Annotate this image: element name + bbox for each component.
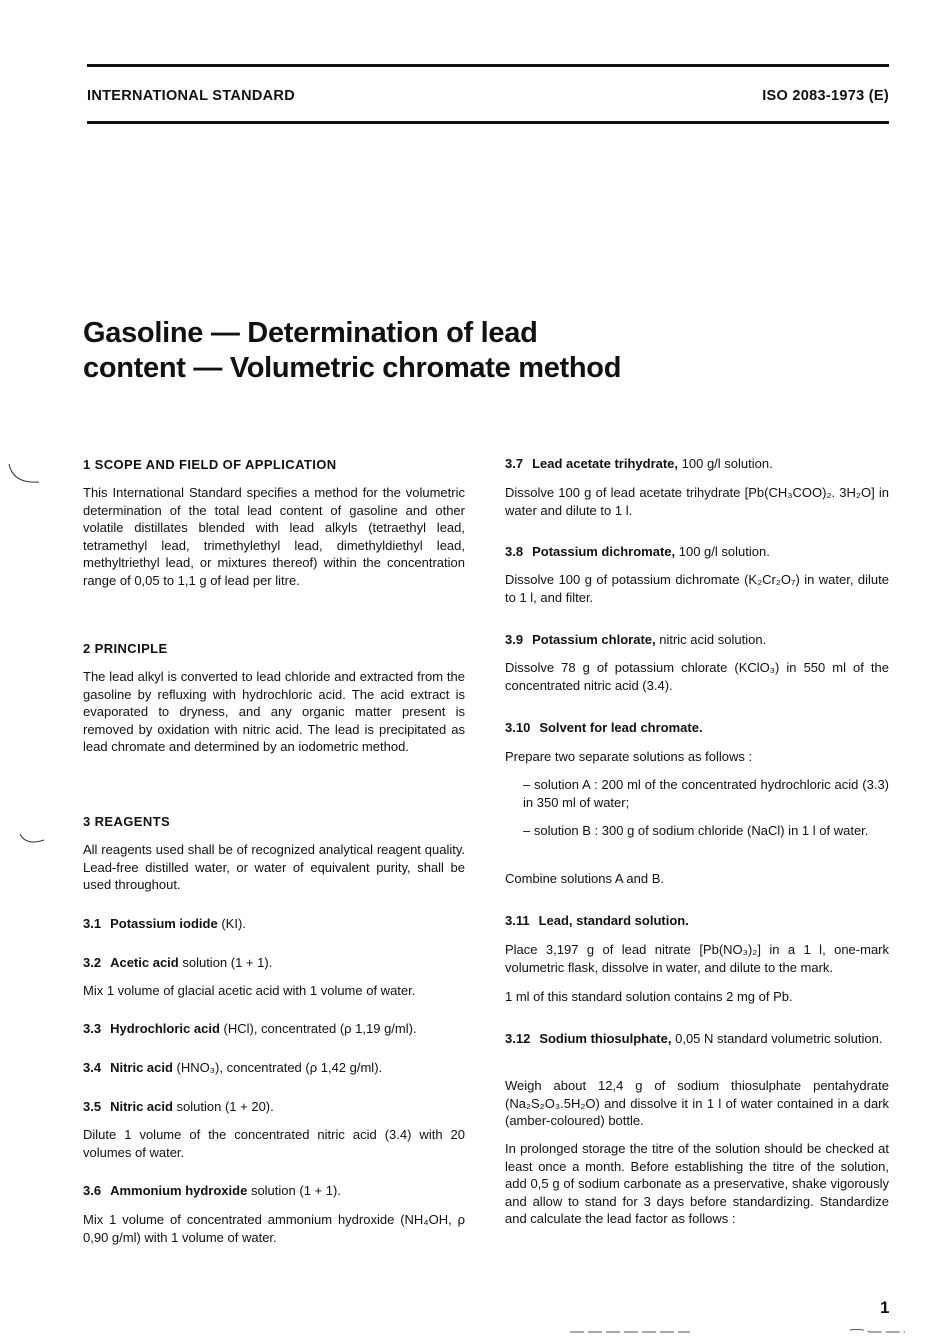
clause-number: 3.9	[505, 632, 524, 647]
clause-term: Acetic acid	[110, 955, 179, 970]
header-right: ISO 2083-1973 (E)	[762, 88, 889, 104]
clause-term: Hydrochloric acid	[110, 1021, 220, 1036]
subheading-3-3	[83, 1020, 465, 1038]
subheading-3-11	[505, 912, 889, 930]
margin-mark	[5, 462, 45, 490]
paragraph: Dissolve 100 g of lead acetate trihydrate [Pb(CH₃COO)₂. 3H₂O] in water and dilute to 1 l.	[505, 485, 889, 518]
clause-term: Nitric acid	[110, 1099, 173, 1114]
paragraph: Dissolve 100 g of potassium dichromate (K₂Cr₂O₇) in water, dilute to 1 l, and filter.	[505, 572, 889, 605]
clause-number: 3.7	[505, 456, 524, 471]
section-heading: 3 REAGENTS	[83, 814, 171, 829]
subheading-3-10	[505, 719, 889, 737]
subheading-3-12	[505, 1030, 889, 1048]
list-item-solution-b: – solution B : 300 g of sodium chloride (NaCl) in 1 l of water.	[523, 823, 869, 838]
header-left: INTERNATIONAL STANDARD	[87, 88, 295, 104]
clause-number: 3.6	[83, 1183, 102, 1198]
clause-rest: solution (1 + 1).	[247, 1183, 341, 1198]
subheading-3-5	[83, 1098, 465, 1116]
list-item-solution-a: – solution A : 200 ml of the concentrated hydrochloric acid (3.3) in 350 ml of water;	[523, 777, 889, 810]
clause-number: 3.10	[505, 720, 531, 735]
clause-rest: (HCl), concentrated (ρ 1,19 g/ml).	[219, 1021, 417, 1036]
clause-number: 3.1	[83, 916, 102, 931]
clause-term: Solvent for lead chromate.	[539, 720, 703, 735]
subheading-3-8	[505, 543, 889, 561]
paragraph: Combine solutions A and B.	[505, 871, 664, 886]
header-rule	[87, 121, 889, 124]
page-number: 1	[880, 1298, 890, 1317]
clause-number: 3.5	[83, 1099, 102, 1114]
clause-number: 3.3	[83, 1021, 102, 1036]
paragraph: Prepare two separate solutions as follows :	[505, 749, 753, 764]
section-heading: 1 SCOPE AND FIELD OF APPLICATION	[83, 457, 337, 472]
clause-number: 3.11	[505, 913, 530, 928]
clause-rest: (KI).	[217, 916, 246, 931]
clause-rest: nitric acid solution.	[655, 632, 767, 647]
clause-rest: solution (1 + 1).	[178, 955, 273, 970]
clause-number: 3.4	[83, 1060, 102, 1075]
clause-rest: (HNO₃), concentrated (ρ 1,42 g/ml).	[172, 1060, 383, 1075]
clause-term: Lead acetate trihydrate,	[532, 456, 679, 471]
clause-rest: 100 g/l solution.	[675, 544, 770, 559]
paragraph: Mix 1 volume of glacial acetic acid with 1 volume of water.	[83, 983, 416, 998]
title-line: Gasoline — Determination of lead	[83, 317, 538, 349]
clause-rest: 100 g/l solution.	[678, 456, 773, 471]
document-title	[83, 316, 621, 386]
subheading-3-6	[83, 1182, 465, 1200]
margin-mark	[18, 830, 48, 850]
subheading-3-1	[83, 915, 465, 933]
clause-term: Nitric acid	[110, 1060, 173, 1075]
clause-term: Lead, standard solution.	[538, 913, 689, 928]
clause-number: 3.2	[83, 955, 102, 970]
section-heading: 2 PRINCIPLE	[83, 641, 168, 656]
paragraph: 1 ml of this standard solution contains 2 mg of Pb.	[505, 989, 793, 1004]
subheading-3-9	[505, 631, 889, 649]
paragraph: The lead alkyl is converted to lead chloride and extracted from the gasoline by refluxing with hydrochloric acid. The acid extract is evaporated to dryness, and any organic matter present is removed by oxidation with nitric acid. The lead is precipitated as lead chromate and determined by an iodometric method.	[83, 669, 465, 755]
paragraph: Dilute 1 volume of the concentrated nitric acid (3.4) with 20 volumes of water.	[83, 1127, 465, 1160]
top-rule	[87, 64, 889, 67]
paragraph: Dissolve 78 g of potassium chlorate (KClO₃) in 550 ml of the concentrated nitric acid (3.4).	[505, 660, 889, 693]
subheading-3-4	[83, 1059, 465, 1077]
title-line: content — Volumetric chromate method	[83, 352, 622, 384]
clause-term: Potassium dichromate,	[532, 544, 676, 559]
paragraph: This International Standard specifies a method for the volumetric determination of the total lead content of gasoline and other volatile distillates blended with lead alkyls (tetraethyl lead, tetramethyl lead, trimethylethyl lead, dimethyldiethyl lead, methyltriethyl lead, or mixtures thereof) within the concentration range of 0,05 to 1,1 g of lead per litre.	[83, 485, 465, 588]
scan-artifact	[560, 1326, 910, 1338]
subheading-3-7	[505, 455, 889, 473]
clause-number: 3.8	[505, 544, 524, 559]
paragraph: Mix 1 volume of concentrated ammonium hydroxide (NH₄OH, ρ 0,90 g/ml) with 1 volume of water.	[83, 1212, 465, 1245]
clause-number: 3.12	[505, 1031, 531, 1046]
paragraph: Place 3,197 g of lead nitrate [Pb(NO₃)₂] in a 1 l, one-mark volumetric flask, dissolve in water, and dilute to the mark.	[505, 942, 889, 975]
clause-rest: 0,05 N standard volumetric solution.	[671, 1031, 883, 1046]
clause-term: Sodium thiosulphate,	[539, 1031, 672, 1046]
subheading-3-2	[83, 954, 465, 972]
paragraph: All reagents used shall be of recognized analytical reagent quality. Lead-free distilled water, or water of equivalent purity, shall be used throughout.	[83, 842, 465, 893]
paragraph: Weigh about 12,4 g of sodium thiosulphate pentahydrate (Na₂S₂O₃.5H₂O) and dissolve it in 1 l of water contained in a dark (amber-coloured) bottle.	[505, 1078, 889, 1129]
clause-term: Ammonium hydroxide	[110, 1183, 248, 1198]
clause-rest: solution (1 + 20).	[172, 1099, 274, 1114]
paragraph: In prolonged storage the titre of the solution should be checked at least once a month. Before establishing the titre of the solution, add 0,5 g of sodium carbonate as a preservative, shake vigorously and allow to stand for 3 days before standardizing. Standardize and calculate the lead factor as follows :	[505, 1141, 889, 1227]
clause-term: Potassium chlorate,	[532, 632, 656, 647]
clause-term: Potassium iodide	[110, 916, 218, 931]
